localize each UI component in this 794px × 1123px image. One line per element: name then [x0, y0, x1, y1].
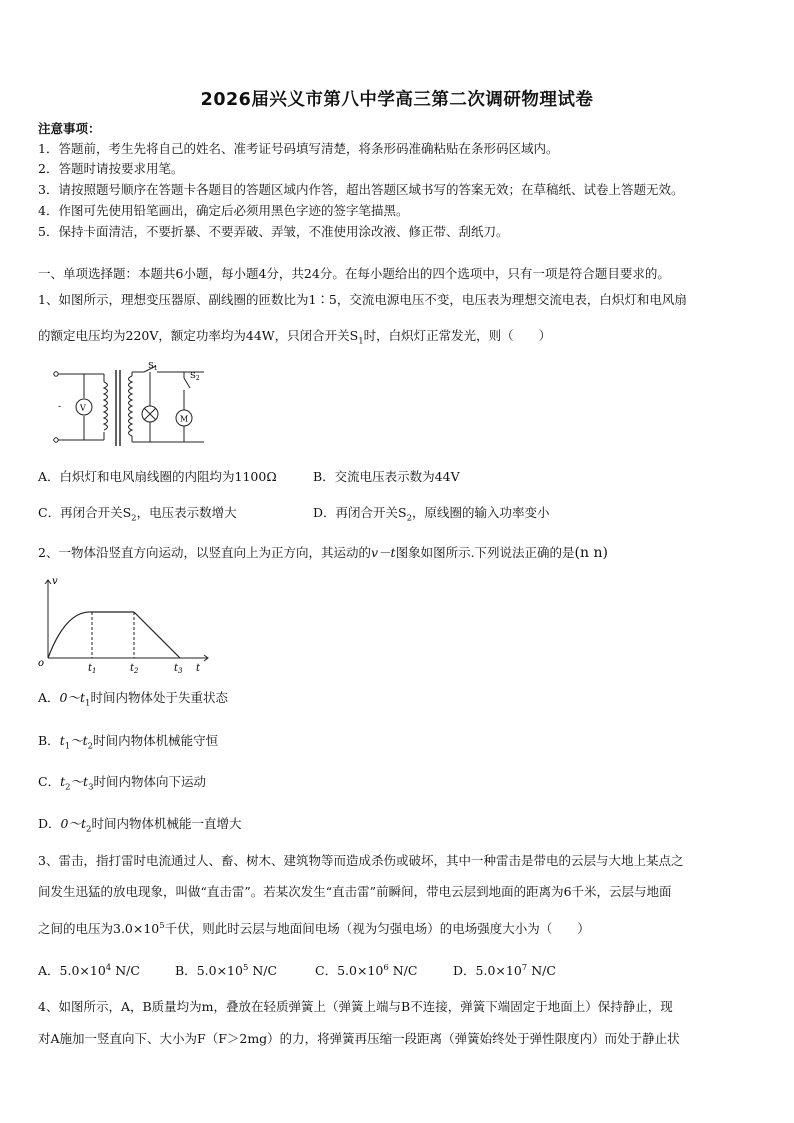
- notice-item-3: 3．请按照题号顺序在答题卡各题目的答题区域内作答，超出答题区域书写的答案无效；在草稿纸、试卷上答题无效。: [38, 182, 684, 197]
- graph-origin-label: o: [38, 658, 45, 669]
- notice-item-4: 4．作图可先使用铅笔画出，确定后必须用黑色字迹的签字笔描黑。: [38, 203, 409, 218]
- q2-vt-graph: [36, 572, 216, 678]
- voltmeter-label: V: [80, 403, 86, 413]
- q3-line2: 间发生迅猛的放电现象，叫做“直击雷”。若某次发生“直击雷”前瞬间，带电云层到地面的距离为6千米，云层与地面: [38, 884, 672, 899]
- q2-option-a: A．$0\sim t_1$时间内物体处于失重状态: [38, 690, 228, 709]
- notice-heading: 注意事项：: [38, 121, 101, 136]
- graph-t2-label: $t_2$: [130, 663, 139, 675]
- q3-option-b: B．$5.0\times 10^5$ N/C: [175, 962, 278, 978]
- notice-item-5: 5．保持卡面清洁，不要折暴、不要弄破、弄皱，不准使用涂改液、修正带、刮纸刀。: [38, 224, 509, 239]
- q2-option-d: D．$0\sim t_2$时间内物体机械能一直增大: [38, 816, 242, 835]
- q3-option-d: D．$5.0\times 10^7$ N/C: [453, 962, 556, 978]
- q3-line3: 之间的电压为$3.0\times 10^5$千伏，则此时云层与地面间电场（视为匀强电场）的电场强度大小为（ ）: [38, 920, 590, 936]
- switch-s2-label: $S_2$: [190, 371, 200, 382]
- page-title: 2026届兴义市第八中学高三第二次调研物理试卷: [200, 90, 594, 110]
- graph-t3-label: $t_3$: [174, 663, 183, 675]
- q3-option-a: A．$5.0\times 10^4$ N/C: [38, 962, 140, 978]
- graph-t-axis-label: t: [196, 663, 201, 674]
- q1-option-c: C．再闭合开关$S_2$，电压表示数增大: [38, 505, 237, 524]
- q1-line1: 1、如图所示，理想变压器原、副线圈的匝数比为1∶5，交流电源电压不变，电压表为理想交流电表，白炽灯和电风扇: [38, 292, 687, 307]
- q4-line1: 4、如图所示，A，B质量均为m，叠放在轻质弹簧上（弹簧上端与B不连接，弹簧下端固定于地面上）保持静止，现: [38, 999, 673, 1014]
- q1-line2-a: 的额定电压均为: [38, 328, 126, 343]
- q2-option-c: C．$t_2\sim t_3$时间内物体向下运动: [38, 774, 206, 793]
- graph-t1-label: $t_1$: [88, 663, 97, 675]
- q3-line1: 3、雷击，指打雷时电流通过人、畜、树木、建筑物等而造成杀伤或破坏，其中一种雷击是带电的云层与大地上某点之: [38, 853, 684, 868]
- q1-option-b: B．交流电压表示数为44V: [313, 469, 460, 484]
- notice-item-1: 1．答题前，考生先将自己的姓名、准考证号码填写清楚，将条形码准确粘贴在条形码区域内。: [38, 141, 559, 156]
- section-heading: 一、单项选择题：本题共6小题，每小题4分，共24分。在每小题给出的四个选项中，只有一项是符合题目要求的。: [38, 266, 670, 281]
- q1-line2-sub: 1: [358, 336, 364, 347]
- q1-circuit-diagram: [44, 362, 214, 452]
- switch-s1-label: $S_1$: [148, 362, 158, 372]
- q1-option-a: A．白炽灯和电风扇线圈的内阻均为1100Ω: [38, 469, 277, 484]
- q1-line2-c: 时，白炽灯正常发光，则（ ）: [363, 328, 552, 343]
- q3-option-c: C．$5.0\times 10^6$ N/C: [315, 962, 418, 978]
- q2-option-b: B．$t_1\sim t_2$时间内物体机械能守恒: [38, 733, 219, 752]
- motor-label: M: [180, 414, 189, 424]
- q1-option-d: D．再闭合开关$S_2$，原线圈的输入功率变小: [313, 505, 550, 524]
- q1-line2: [38, 328, 552, 347]
- q4-line2: 对A施加一竖直向下、大小为F（F＞2mg）的力，将弹簧再压缩一段距离（弹簧始终处于弹性限度内）而处于静止状: [38, 1031, 680, 1046]
- q1-voltage: 220V: [125, 328, 159, 343]
- q1-line2-b: ，额定功率均为44W，只闭合开关S: [158, 328, 359, 343]
- svg-text:-: -: [58, 402, 62, 412]
- q2-stem: 2、一物体沿竖直方向运动，以竖直向上为正方向，其运动的v－t图象如图所示.下列说法正确的是(n n): [38, 545, 608, 561]
- notice-item-2: 2．答题时请按要求用笔。: [38, 161, 184, 176]
- graph-v-label: v: [52, 576, 58, 587]
